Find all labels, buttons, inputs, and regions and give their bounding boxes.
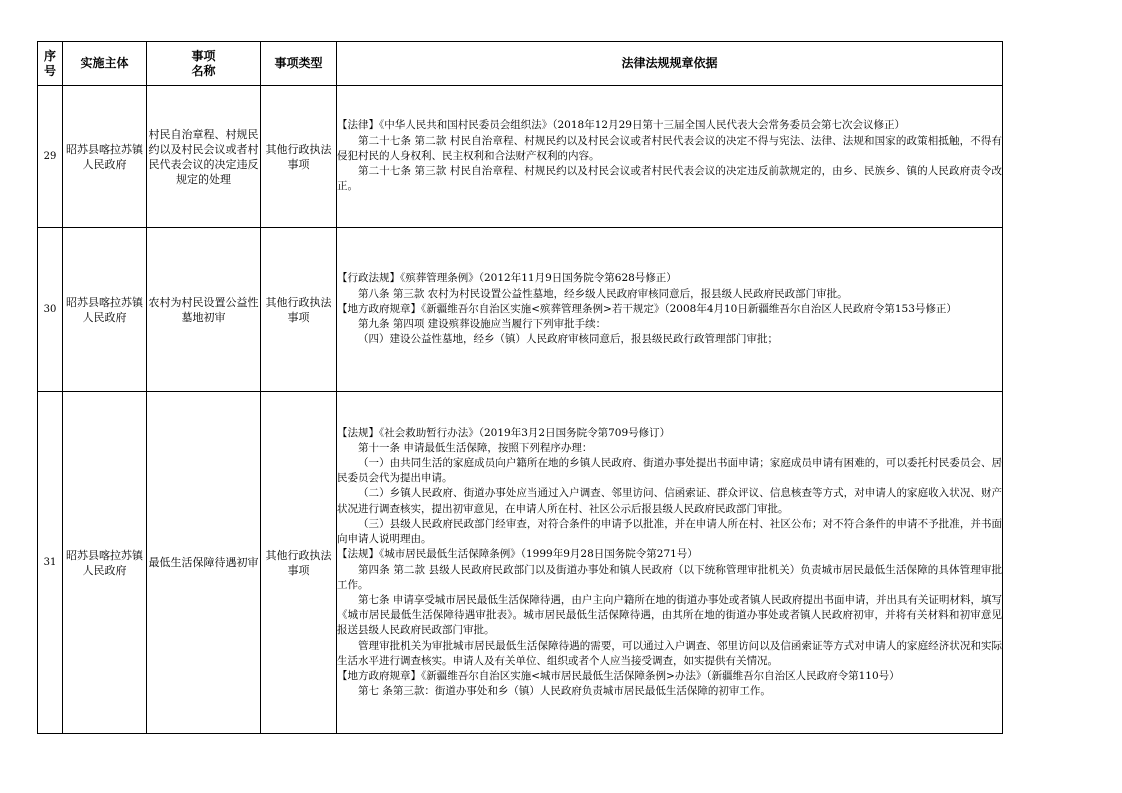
basis-line: 第四条 第二款 县级人民政府民政部门以及街道办事处和镇人民政府（以下统称管理审批机关）负责城市居民最低生活保障的具体管理审批工作。 <box>337 563 1002 591</box>
basis-line: 第八条 第三款 农村为村民设置公益性墓地，经乡级人民政府审核同意后，报县级人民政府民政部门审批。 <box>358 287 848 300</box>
row-item: 村民自治章程、村规民约以及村民会议或者村民代表会议的决定违反规定的处理 <box>147 86 261 228</box>
basis-line: （二）乡镇人民政府、街道办事处应当通过入户调查、邻里访问、信函索证、群众评议、信息核查等方式，对申请人的家庭收入状况、财产状况进行调查核实，提出初审意见，在申请人所在村、社区公示后报县级人民政府民政部门审批。 <box>337 487 1002 515</box>
row-item: 最低生活保障待遇初审 <box>147 392 261 734</box>
row-type: 其他行政执法事项 <box>261 228 337 392</box>
header-item: 事项 名称 <box>147 42 261 86</box>
header-basis: 法律法规规章依据 <box>337 42 1003 86</box>
basis-line: 第十一条 申请最低生活保障，按照下列程序办理： <box>358 441 593 454</box>
row-subject: 昭苏县喀拉苏镇人民政府 <box>63 228 147 392</box>
row-subject: 昭苏县喀拉苏镇人民政府 <box>63 86 147 228</box>
table-row <box>38 392 1003 734</box>
basis-line: 第七 条第三款：街道办事处和乡（镇）人民政府负责城市居民最低生活保障的初审工作。 <box>358 685 771 698</box>
basis-line: （四）建设公益性墓地，经乡（镇）人民政府审核同意后，报县级民政行政管理部门审批； <box>358 333 778 346</box>
row-subject: 昭苏县喀拉苏镇人民政府 <box>63 392 147 734</box>
row-seq: 29 <box>38 86 63 228</box>
basis-line: 【法律】《中华人民共和国村民委员会组织法》（2018年12月29日第十三届全国人民代表大会常务委员会第七次会议修正） <box>337 119 905 132</box>
header-seq: 序 号 <box>38 42 63 86</box>
basis-line: 管理审批机关为审批城市居民最低生活保障待遇的需要，可以通过入户调查、邻里访问以及信函索证等方式对申请人的家庭经济状况和实际生活水平进行调查核实。申请人及有关单位、组织或者个人应当接受调查，如实提供有关情况。 <box>337 639 1002 667</box>
table-row <box>38 228 1003 392</box>
row-basis <box>337 392 1003 734</box>
row-basis <box>337 86 1003 228</box>
row-seq: 30 <box>38 228 63 392</box>
row-type: 其他行政执法事项 <box>261 392 337 734</box>
row-seq: 31 <box>38 392 63 734</box>
basis-line: 【行政法规】《殡葬管理条例》（2012年11月9日国务院令第628号修正） <box>337 272 677 285</box>
basis-line: 第七条 申请享受城市居民最低生活保障待遇，由户主向户籍所在地的街道办事处或者镇人民政府提出书面申请，并出具有关证明材料，填写《城市居民最低生活保障待遇审批表》。城市居民最低生活保障待遇，由其所在地的街道办事处或者镇人民政府初审，并将有关材料和初审意见报送县级人民政府民政部门审批。 <box>337 593 1002 637</box>
basis-line: （三）县级人民政府民政部门经审查，对符合条件的申请予以批准，并在申请人所在村、社区公布；对不符合条件的申请不予批准，并书面向申请人说明理由。 <box>337 517 1002 546</box>
header-type: 事项类型 <box>261 42 337 86</box>
basis-line: 【地方政府规章】《新疆维吾尔自治区实施<殡葬管理条例>若干规定》（2008年4月10日新疆维吾尔自治区人民政府令第153号修正） <box>337 302 957 315</box>
header-subject: 实施主体 <box>63 42 147 86</box>
table-row <box>38 86 1003 228</box>
basis-line: 【法规】《社会救助暂行办法》（2019年3月2日国务院令第709号修订） <box>337 426 671 439</box>
basis-line: 第二十七条 第二款 村民自治章程、村规民约以及村民会议或者村民代表会议的决定不得与宪法、法律、法规和国家的政策相抵触，不得有侵犯村民的人身权利、民主权利和合法财产权利的内容。 <box>337 134 1002 162</box>
basis-line: 【法规】《城市居民最低生活保障条例》（1999年9月28日国务院令第271号） <box>337 548 698 561</box>
basis-line: （一）由共同生活的家庭成员向户籍所在地的乡镇人民政府、街道办事处提出书面申请；家庭成员申请有困难的，可以委托村民委员会、居民委员会代为提出申请。 <box>337 457 1002 485</box>
matters-table <box>37 41 1003 734</box>
header-row <box>38 42 1003 86</box>
row-type: 其他行政执法事项 <box>261 86 337 228</box>
basis-line: 第九条 第四项 建设殡葬设施应当履行下列审批手续： <box>358 318 607 331</box>
row-basis <box>337 228 1003 392</box>
basis-line: 【地方政府规章】《新疆维吾尔自治区实施<城市居民最低生活保障条例>办法》（新疆维吾尔自治区人民政府令第110号） <box>337 669 900 682</box>
basis-line: 第二十七条 第三款 村民自治章程、村规民约以及村民会议或者村民代表会议的决定违反前款规定的，由乡、民族乡、镇的人民政府责令改正。 <box>337 165 1002 193</box>
row-item: 农村为村民设置公益性墓地初审 <box>147 228 261 392</box>
